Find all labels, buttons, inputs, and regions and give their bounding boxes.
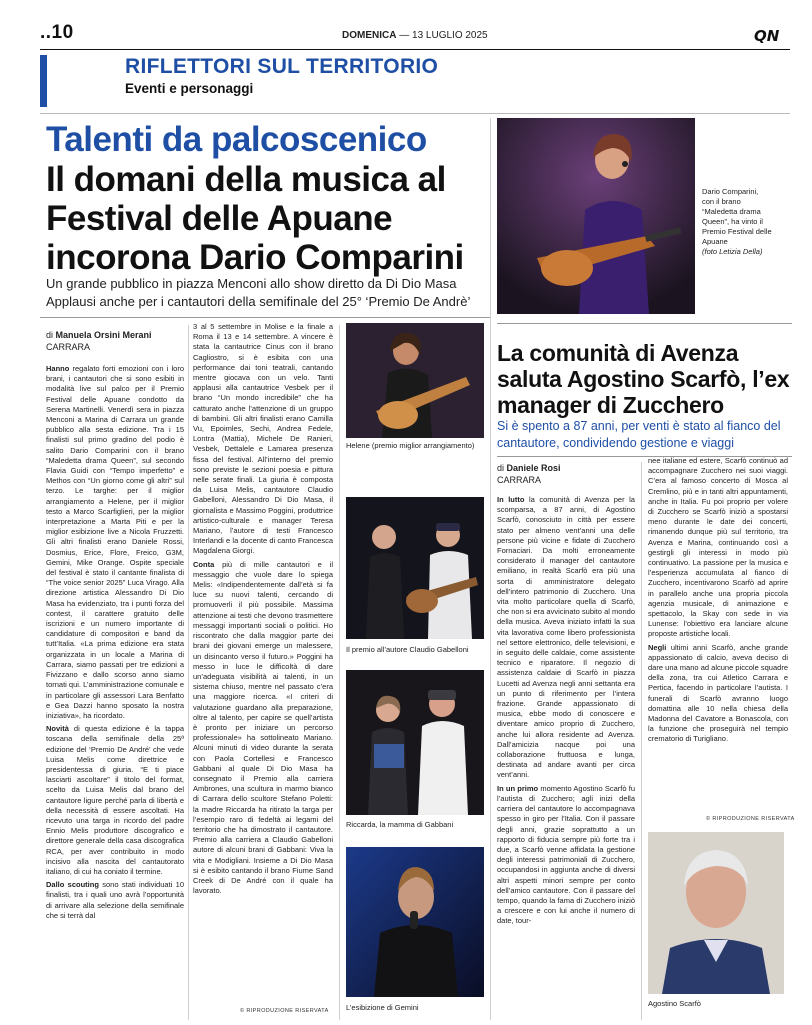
- paragraph-lead: Conta: [193, 559, 215, 569]
- paragraph-text: nee italiane ed estere, Scarfò continuò ad accompagnare Zucchero nei suoi viaggi. C’era al famoso concerto di Mosca al Cremlino, più e in tanti altri appuntamenti, anche in Italia. Fu poi proprio per volere di Zucchero se Scarfò iniziò a spostarsi meno durante le date dei concerti, rimanendo dunque più sul territorio, tra Avenza e Marina, continuando così a gestirgli gli interessi in modo più continuativo. La passione per la musica e l’esperienza accumulata al fianco di Zucchero, incentivarono Scarfò ad aprire in parallelo anche una propria piccola agenzia musicale, di animazione e spettacolo, la Skay con sede in via Lunense: l’obiettivo era lanciare alcune proposte artistiche locali.: [648, 456, 788, 639]
- paragraph-text: regalato forti emozioni con i loro brani, i cantautori che si sono esibiti in modalità live sul palco per il Premio Festival delle Apuane condotto da Serena Martinelli. Venerdì sera in piazza Menconi a Marina di Carrara un grande pubblico alla sesta edizione. Tra i 15 finalisti sul primo gradino del podio è salito Dario Comparini con il brano “Maledetta drama Queen”, sul secondo Flavia Guidi con “Tempo imperfetto” e Methos con “Un giorno come gli altri” sul terzo. Le targhe: per il miglior arrangiamento a Helene, per il miglior testo a Marco Scarfiglieri, per la miglior interpretazione a Marta Piti e per la miglior esibizione live a Nicola Fruzzetti. Gli altri finalisti erano Daniele Rossi, Dosmius, Erice, Flore, Freico, G3M, Gemini, Mike Orange. Ospite speciale del festival è stato il cantante finalista di “The voice senior 2025” Luca Virago. Alla direzione artistica Alessandro Di Dio Masa ha evidenziato, tra i punti forza del contest, il carattere gratuito delle iscrizioni e un numero importante di candidature di compositori e band da tutt’Italia. «La prima edizione era stata organizzata in un locale a Marina di Carrara, siamo passati per tre edizioni a Fivizzano e dallo scorso anno siamo tornati qui. L’amministrazione comunale e in particolare gli assessori Lara Benfatto e Gea Dazzi hanno sposato la nostra iniziativa», ha ricordato.: [46, 364, 184, 720]
- photo-helene: [346, 323, 484, 438]
- section-accent-bar: [40, 55, 47, 107]
- paragraph: [46, 724, 184, 877]
- header-rule: [40, 49, 790, 50]
- paragraph-text: momento Agostino Scarfò fu l’autista di Zucchero; agli inizi della carriera del cantautore lo accompagnava spesso in giro per l’Italia. Con il passare degli anni, grazie soprattutto a un rapporto di fiducia sempre più forte tra i due, a Scarfò venne affidata la gestione degli interessi patrimoniali di Zucchero, occupandosi in aggiunta anche di diversi altri aspetti minori sempre per conto dell’amico cantautore. Con il passare del tempo, quando la fama di Zucchero iniziò a crescere e con lui anche il numero di date, tour-: [497, 783, 635, 926]
- paragraph: [46, 880, 184, 921]
- paragraph-lead: Negli: [648, 642, 667, 652]
- caption-helene: Helene (premio miglior arrangiamento): [346, 441, 475, 450]
- paragraph-text: sono stati individuati 10 finalisti, tra i quali uno avrà l’opportunità di arrivare alla selezione della semifinale che si terrà dal: [46, 880, 184, 920]
- column-divider: [188, 325, 189, 1020]
- paragraph-lead: In lutto: [497, 495, 525, 504]
- dateline-place: CARRARA: [46, 342, 91, 352]
- byline: [46, 329, 186, 353]
- paragraph-text: di questa edizione è la tappa toscana della semifinale della 25ª edizione del ‘Premio De André’ che vede Luisa Melis come direttrice e presidentessa di giuria. “E ti piace lasciarti ascoltare” il titolo del format, scelto da Luisa Melis dal brano del cantautore ligure perché parla di libertà e della necessità di essere ascoltati. Ha ricevuto una targa in ricordo del padre Ennio Melis produttore discografico e direttore generale della casa discografica RCA, per aver contribuito in modo incisivo alla nascita del cantautorato italiano, di cui ha coniato il termine.: [46, 724, 184, 876]
- column-divider: [641, 462, 642, 1020]
- section-subtitle: Eventi e personaggi: [125, 81, 254, 96]
- author-name: Manuela Orsini Merani: [55, 330, 152, 340]
- summary-line-2: Applausi anche per i cantautori della semifinale del 25° ‘Premio De Andrè’: [46, 294, 471, 309]
- caption-riccarda: Riccarda, la mamma di Gabbani: [346, 820, 454, 829]
- photo-gemini: [346, 847, 484, 997]
- paragraph: [648, 456, 788, 640]
- story-kicker: Talenti da palcoscenico: [46, 120, 427, 159]
- photo-agostino-scarfo: [648, 832, 784, 994]
- dateline: [342, 30, 488, 41]
- main-photo-credit: (foto Letizia Della): [702, 247, 763, 256]
- side-column-2: [648, 456, 788, 803]
- main-photo-caption-text: Dario Comparini, con il brano “Maledetta drama Queen”, ha vinto il Premio Festival delle Apuane: [702, 187, 772, 246]
- main-photo-caption: [702, 187, 772, 257]
- side-column-1: [497, 495, 635, 1020]
- paragraph: [648, 643, 788, 745]
- newspaper-logo: QN: [754, 27, 780, 45]
- copyright-credit: © RIPRODUZIONE RISERVATA: [240, 1008, 329, 1014]
- paragraph: [497, 784, 635, 927]
- paragraph-lead: Dallo scouting: [46, 880, 99, 890]
- side-story-rule: [497, 323, 792, 324]
- caption-gemini: L’esibizione di Gemini: [346, 1003, 419, 1012]
- side-author-name: Daniele Rosi: [506, 463, 561, 473]
- paragraph: [193, 322, 333, 557]
- story-headline: Il domani della musica al Festival delle Apuane incorona Dario Comparini: [46, 160, 464, 277]
- paragraph-lead: Hanno: [46, 364, 70, 373]
- dateline-date: — 13 LUGLIO 2025: [399, 30, 488, 41]
- caption-agostino: Agostino Scarfò: [648, 999, 701, 1008]
- column-divider: [490, 118, 491, 1020]
- photo-dario-comparini: [497, 118, 695, 314]
- byline-prefix: di: [46, 330, 54, 340]
- column-divider: [339, 325, 340, 1020]
- side-story-headline: La comunità di Avenza saluta Agostino Scarfò, l’ex manager di Zucchero: [497, 340, 790, 418]
- paragraph-lead: Novità: [46, 724, 69, 734]
- summary-line-1: Un grande pubblico in piazza Menconi allo show diretto da Di Dio Masa: [46, 276, 457, 291]
- section-title: RIFLETTORI SUL TERRITORIO: [125, 55, 439, 78]
- article-column-2: [193, 322, 333, 980]
- paragraph-text: 3 al 5 settembre in Molise e la finale a Roma il 13 e 14 settembre. A vincere è stata la cantautrice Cinus con il brano Cagliostro, si è esibita con una performance dai toni teatrali, cantando mentre giocava con un velo. Tanti applausi alla cantautrice Vesbek per il brano “Un mondo incredibile” che ha catturato anche l’attenzione di un gruppo di bambini. Gli altri finalisti erano Camilla Vu, Epoimles, Sechi, Andrea Fedele, Lontra (Mattia), Michele De Ranieri, Vesbek, Dettalele e Lamarea presenza fissa del festival. All’interno del premio sono previste le sezioni poesia e pittura nelle serate finali. La giuria è composta da Luisa Melis, cantautore Claudio Gabelloni, Alessandro Di Dio Masa, il giornalista e Massimo Poggini, produttrice artistico-culturale e manager Teresa Mariano, l’autore di testi Francesco Interlandi e la docente di canto Francesca Magdalena Giorgi.: [193, 322, 333, 556]
- side-byline: [497, 462, 637, 486]
- side-dateline-place: CARRARA: [497, 475, 542, 485]
- side-story-summary: Si è spento a 87 anni, per venti è stato al fianco del cantautore, condividendo gestione e viaggi: [497, 419, 781, 450]
- story-summary: [46, 275, 486, 311]
- side-byline-prefix: di: [497, 463, 505, 473]
- paragraph: [193, 560, 333, 897]
- side-copyright-credit: © RIPRODUZIONE RISERVATA: [706, 816, 795, 822]
- paragraph-text: più di mille cantautori e il messaggio che vuole dare lo spiega Melis: «Indipendentemente dall’età si fa luce su nuovi talenti, cercando di promuoverli il più possibile. Massima attenzione ai testi che devono trasmettere messaggi importanti sociali o politici. Ho riscontrato che dalla maggior parte dei brani dei giovani emerge un malessere, un disincanto verso il futuro.» Poggini ha messo in luce le difficoltà di dare un’adeguata visibilità ai talenti, in un sistema chiuso, mentre nel passato c’era una maggiore ricerca. «I criteri di valutazione guardano alla preparazione, oltre al talento, per capire se quell’artista è pronto per iniziare un percorso professionale» ha sottolineato Mariano. Alcuni minuti di video durante la serata con Paola Cortellesi e Francesco Gabbani al quale Di Dio Masa ha consegnato il Premio alla carriera Ambrones, una scultura in marmo bianco di Carrara dello scultore Stefano Poletti: la madre Riccarda ha ritirato la targa per l’esempio raro di fedeltà ai legami del territorio che ha dimostrato il cantautore. Premio alla carriera a Claudio Gabelloni autore di alcuni brani di Gabbani: Viva la vita e Modigliani. Insieme a Di Dio Masa si è esibito cantando il brano Fiume Sand Creek di De André con il quale ha lavorato.: [193, 559, 333, 896]
- photo-gabelloni: [346, 497, 484, 639]
- paragraph-text: ultimi anni Scarfò, anche grande appassionato di calcio, aveva deciso di dare una mano ad alcune piccole squadre della zona, tra cui Atletico Carrara e Pertica, facendo in particolare l’autista. I funerali di Scarfò avranno luogo domattina alle 10 nella chiesa della Madonna del Cavatore a Bonascola, con la funzione che proseguirà nel tempio crematorio di Turigliano.: [648, 642, 788, 744]
- photo-riccarda: [346, 670, 484, 815]
- paragraph: [497, 495, 635, 781]
- article-column-1: [46, 364, 184, 1019]
- dateline-day: DOMENICA: [342, 30, 397, 41]
- caption-gabelloni: Il premio all’autore Claudio Gabelloni: [346, 645, 469, 654]
- paragraph-lead: In un primo: [497, 783, 539, 793]
- page-number: ..10: [40, 22, 74, 43]
- story-rule: [40, 317, 490, 318]
- paragraph-text: la comunità di Avenza per la scomparsa, a 87 anni, di Agostino Scarfò, conosciuto in città per essere stato per almeno vent’anni una delle persone più vicine e fidate di Zucchero Fornaciari. Da molti erroneamente considerato il manager del cantautore emiliano, in realtà Scarfò era più una sorta di amministratore delegato dell’intero patrimonio di Zucchero. Una vita molto particolare quella di Scarfò, che non si era avvicinato subito al mondo della musica. Aveva iniziato infatti la sua vita lavorativa come libero professionista nel settore elettronico, delle televisioni, e in seguito delle caldaie, come assistente tecnico e riparatore. Il negozio di assistenza caldaie di Scarfò in piazza Lucetti ad Avenza negli anni settanta era un punto di riferimento per l’intera frazione. Grande appassionato di musica, ebbe modo di conoscere e diventare amico proprio di Zucchero, anche lui allora residente ad Avenza. Dall’amicizia nacque poi una collaborazione fruttuosa e lunga, destinata ad andare avanti per circa vent’anni.: [497, 495, 635, 780]
- section-rule: [40, 113, 790, 114]
- paragraph: [46, 364, 184, 721]
